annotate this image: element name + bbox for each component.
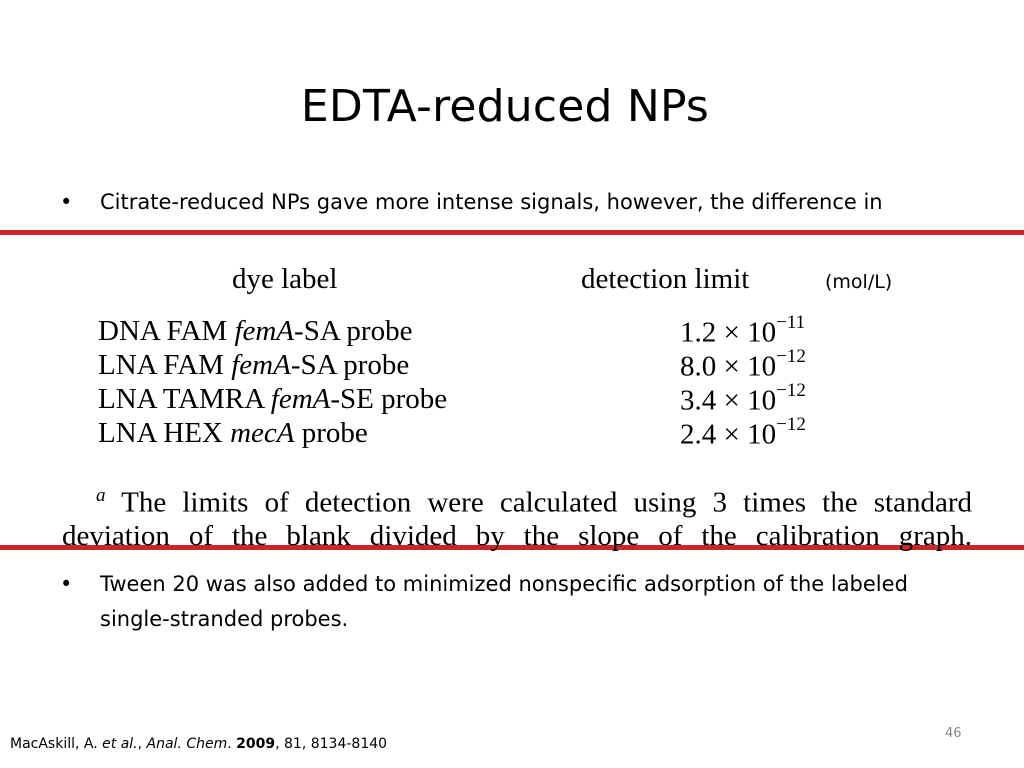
bullet-dot: • xyxy=(60,572,73,596)
unit-label: (mol/L) xyxy=(825,271,893,293)
page-number: 46 xyxy=(945,726,962,741)
table-row xyxy=(0,346,1024,383)
dye-label-cell: LNA HEX mecA probe xyxy=(98,417,368,449)
detection-limit-cell: $1.2 \times 10^{-11}$ xyxy=(680,312,806,349)
detection-limit-cell: $2.4 \times 10^{-12}$ xyxy=(680,414,806,451)
footnote-line-2: deviation of the blank divided by the slope of the calibration graph. xyxy=(62,519,972,552)
dye-label-cell: LNA FAM femA-SA probe xyxy=(98,349,410,381)
bullet-dot: • xyxy=(60,190,73,214)
citation: MacAskill, A. et al., Anal. Chem. 2009, 81, 8134-8140 xyxy=(10,736,388,752)
bullet-text: Citrate-reduced NPs gave more intense signals, however, the difference in xyxy=(100,190,883,214)
column-header-dye-label: dye label xyxy=(232,263,338,295)
table-row xyxy=(0,380,1024,417)
table-row xyxy=(0,312,1024,349)
bullet-text: Tween 20 was also added to minimized nonspecific adsorption of the labeled single-stranded probes. xyxy=(100,572,908,631)
footnote-line-1: The limits of detection were calculated using 3 times the standard xyxy=(121,486,972,519)
table-footnote xyxy=(62,479,972,553)
column-header-detection-limit: detection limit xyxy=(581,263,750,295)
slide-title: EDTA-reduced NPs xyxy=(300,81,710,132)
dye-label-cell: DNA FAM femA-SA probe xyxy=(98,315,413,347)
detection-limit-cell: $3.4 \times 10^{-12}$ xyxy=(680,380,806,417)
dye-label-cell: LNA TAMRA femA-SE probe xyxy=(98,383,448,415)
bullet-item xyxy=(60,567,960,637)
table-row xyxy=(0,414,1024,451)
bullet-item xyxy=(60,185,960,220)
detection-limit-table-image xyxy=(0,230,1024,550)
footnote-marker: a xyxy=(96,485,106,506)
detection-limit-cell: $8.0 \times 10^{-12}$ xyxy=(680,346,806,383)
